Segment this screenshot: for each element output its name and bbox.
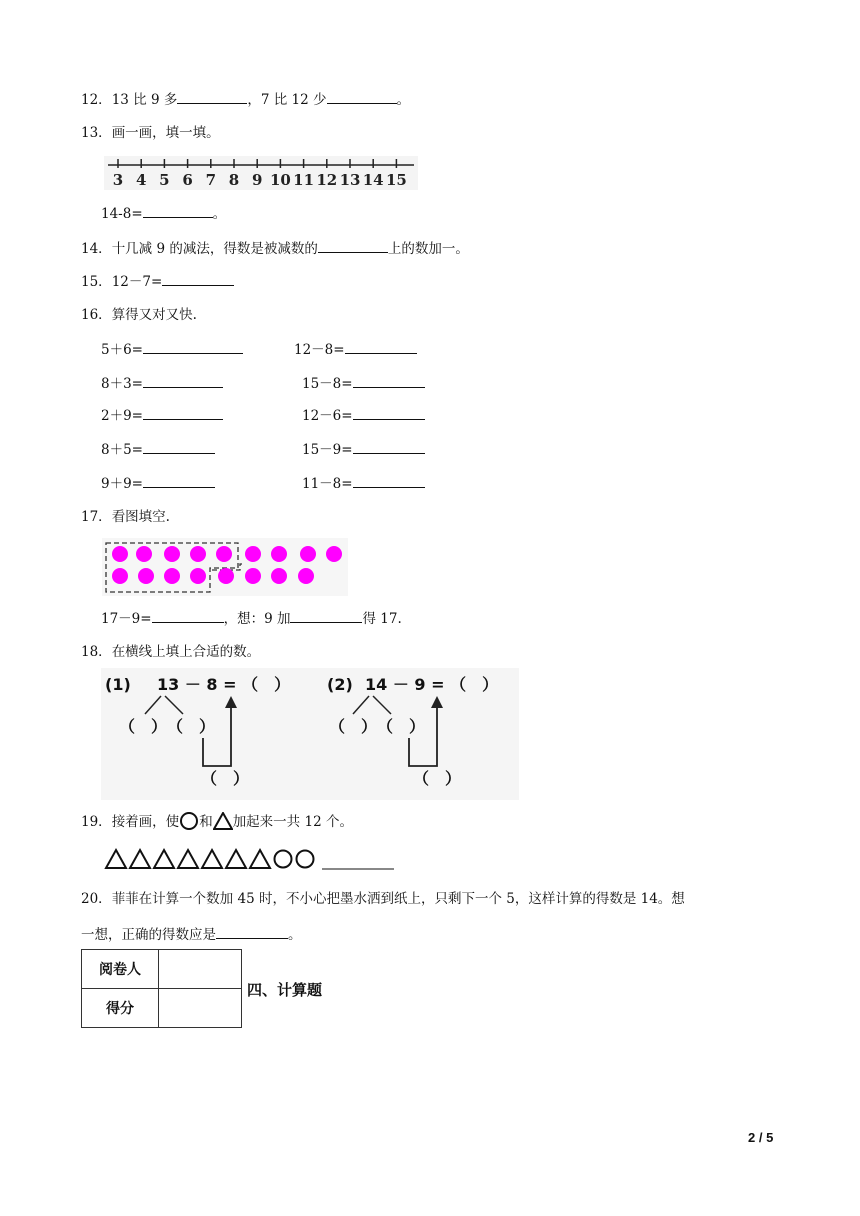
dot — [190, 546, 206, 562]
triangle-shape — [154, 850, 174, 868]
question-number: 13． — [81, 125, 112, 141]
dot — [136, 546, 152, 562]
answer-blank[interactable] — [143, 340, 243, 354]
question-number: 16． — [81, 307, 112, 323]
q16-right-3 — [302, 406, 425, 425]
q16-left-4 — [101, 440, 215, 459]
dot — [138, 568, 154, 584]
equation-text: 15－9= — [302, 442, 353, 458]
number-line-label: 14 — [362, 171, 384, 189]
score-label: 得分 — [82, 989, 159, 1028]
equation-2-label: (2) — [327, 675, 353, 694]
question-text: 菲菲在计算一个数加 45 时，不小心把墨水洒到纸上，只剩下一个 5，这样计算的得数是 14。想 — [111, 891, 685, 907]
question-number: 14． — [81, 241, 112, 257]
triangle-shape — [130, 850, 150, 868]
blank-paren[interactable]: （ ） — [377, 717, 426, 736]
question-text: 看图填空. — [111, 509, 170, 525]
answer-blank[interactable] — [353, 406, 425, 420]
question-20 — [81, 890, 685, 908]
triangle-icon — [213, 812, 233, 830]
question-15 — [81, 272, 234, 291]
number-line-label: 9 — [251, 171, 263, 189]
question-text: 十几减 9 的减法，得数是被减数的 — [111, 241, 318, 257]
number-line-label: 5 — [159, 171, 170, 189]
answer-blank[interactable] — [143, 440, 215, 454]
blank-paren[interactable]: （ ） — [329, 717, 378, 736]
blank-paren[interactable]: （ ） — [201, 769, 250, 788]
dot — [271, 568, 287, 584]
q16-right-1 — [294, 340, 417, 359]
score-table — [81, 949, 242, 1028]
q16-right-5 — [302, 474, 425, 493]
answer-blank[interactable] — [290, 609, 362, 623]
answer-blank[interactable] — [327, 90, 397, 104]
equation-text: 15－8= — [302, 376, 353, 392]
q16-left-2 — [101, 374, 223, 393]
question-text: 得 17. — [362, 611, 402, 627]
question-text: 加起来一共 12 个。 — [232, 814, 353, 830]
dot — [298, 568, 314, 584]
question-text: 算得又对又快. — [111, 307, 197, 323]
question-text: 。 — [212, 206, 227, 222]
reviewer-cell[interactable] — [159, 950, 242, 989]
equation-text: 14-8= — [101, 206, 143, 222]
triangle-shape — [250, 850, 270, 868]
number-line-label: 4 — [135, 171, 147, 189]
page-number: 2 / 5 — [748, 1130, 774, 1145]
circle-icon — [179, 812, 199, 830]
answer-blank[interactable] — [216, 925, 288, 939]
dot — [218, 568, 234, 584]
answer-blank[interactable] — [143, 474, 215, 488]
question-number: 12． — [81, 92, 112, 108]
dot — [164, 568, 180, 584]
reviewer-label: 阅卷人 — [82, 950, 159, 989]
answer-blank[interactable] — [345, 340, 417, 354]
shapes-row — [104, 846, 394, 872]
question-number: 15． — [81, 274, 112, 290]
score-cell[interactable] — [159, 989, 242, 1028]
number-line-figure — [104, 156, 418, 190]
decomposition-figure — [101, 668, 519, 800]
q16-left-1 — [101, 340, 243, 359]
dot — [326, 546, 342, 562]
answer-blank[interactable] — [143, 406, 223, 420]
equation-text: 12－8= — [294, 342, 345, 358]
triangle-shape — [106, 850, 126, 868]
dot — [245, 568, 261, 584]
question-20-line-2 — [81, 925, 302, 944]
answer-blank[interactable] — [177, 90, 247, 104]
question-18 — [81, 643, 260, 661]
question-number: 17． — [81, 509, 112, 525]
number-line-label: 11 — [293, 171, 315, 189]
number-line-label: 10 — [269, 171, 291, 189]
equation-text: 9＋9= — [101, 476, 143, 492]
dot — [190, 568, 206, 584]
answer-blank[interactable] — [353, 474, 425, 488]
answer-blank[interactable] — [318, 239, 388, 253]
question-13-equation — [101, 204, 226, 223]
answer-blank[interactable] — [143, 204, 213, 218]
equation-text: 12－6= — [302, 408, 353, 424]
equation-text: 5＋6= — [101, 342, 143, 358]
question-text: 一想，正确的得数应是 — [81, 927, 216, 943]
question-text: 上的数加一。 — [387, 241, 469, 257]
number-line-label: 3 — [112, 171, 124, 189]
dot — [216, 546, 232, 562]
question-text: ，7 比 12 少 — [247, 92, 327, 108]
equation-text: 2＋9= — [101, 408, 143, 424]
blank-paren[interactable]: （ ） — [119, 717, 168, 736]
question-17-answer — [101, 609, 402, 628]
triangle-shape — [226, 850, 246, 868]
question-text: 。 — [396, 92, 410, 108]
answer-blank[interactable] — [162, 272, 234, 286]
question-19 — [81, 812, 353, 831]
blank-paren[interactable]: （ ） — [413, 769, 462, 788]
triangle-shape — [178, 850, 198, 868]
equation-2: 14 － 9 = （ ） — [365, 675, 499, 694]
number-line-label: 7 — [205, 171, 217, 189]
dots-figure — [102, 538, 348, 596]
number-line-label: 8 — [228, 171, 240, 189]
question-12 — [81, 90, 410, 109]
question-text: 接着画，使 — [111, 814, 180, 830]
number-line-label: 6 — [182, 171, 193, 189]
question-14 — [81, 239, 469, 258]
question-number: 18． — [81, 644, 112, 660]
number-line-label: 12 — [316, 171, 338, 189]
question-text: ，想：9 加 — [223, 611, 291, 627]
q16-right-4 — [302, 440, 425, 459]
dot — [164, 546, 180, 562]
equation-1: 13 － 8 = （ ） — [157, 675, 291, 694]
question-17 — [81, 508, 170, 526]
question-13 — [81, 124, 220, 142]
question-16 — [81, 306, 197, 324]
section-title: 四、计算题 — [247, 982, 323, 999]
question-text: 13 比 9 多 — [111, 92, 178, 108]
equation-text: 8＋3= — [101, 376, 143, 392]
question-text: 。 — [288, 927, 302, 943]
dot — [112, 546, 128, 562]
number-line-label: 15 — [385, 171, 407, 189]
answer-blank[interactable] — [152, 609, 224, 623]
blank-paren[interactable]: （ ） — [167, 717, 216, 736]
dot — [245, 546, 261, 562]
triangle-shape — [202, 850, 222, 868]
number-line-label: 13 — [339, 171, 361, 189]
q16-left-5 — [101, 474, 215, 493]
question-number: 19． — [81, 814, 112, 830]
answer-blank[interactable] — [353, 374, 425, 388]
dot — [112, 568, 128, 584]
circle-shape — [297, 851, 314, 868]
question-number: 20． — [81, 891, 112, 907]
question-text: 在横线上填上合适的数。 — [111, 644, 261, 660]
question-text: 画一画，填一填。 — [111, 125, 220, 141]
equation-text: 8＋5= — [101, 442, 143, 458]
dot — [300, 546, 316, 562]
equation-text: 17－9= — [101, 611, 152, 627]
equation-text: 11－8= — [302, 476, 353, 492]
q16-left-3 — [101, 406, 223, 425]
answer-blank[interactable] — [143, 374, 223, 388]
equation-1-label: (1) — [105, 675, 131, 694]
circle-shape — [275, 851, 292, 868]
answer-blank[interactable] — [353, 440, 425, 454]
q16-right-2 — [302, 374, 425, 393]
question-text: 和 — [199, 814, 213, 830]
dot — [271, 546, 287, 562]
equation-text: 12－7= — [111, 274, 163, 290]
